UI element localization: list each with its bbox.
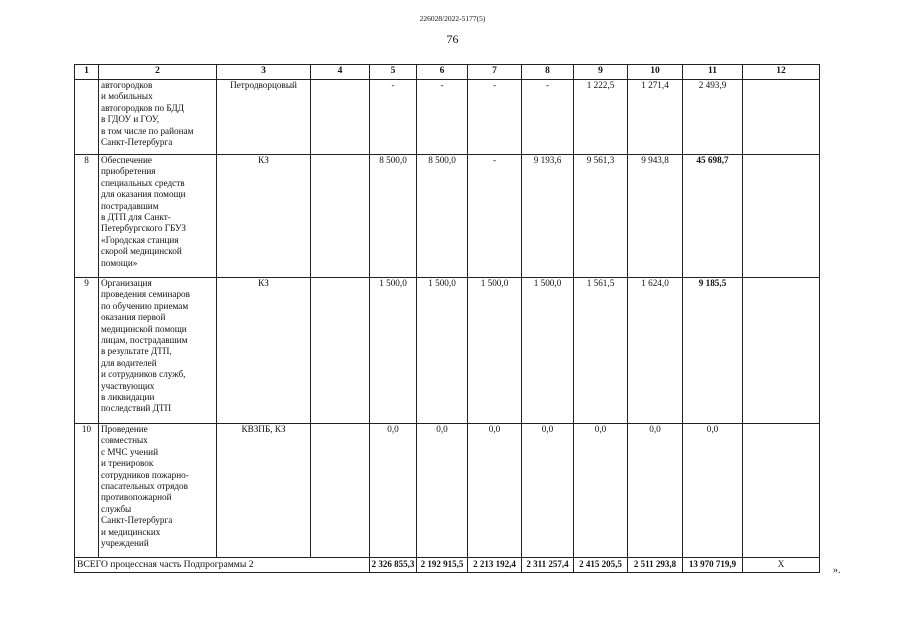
- total-row: [75, 558, 820, 573]
- measure-name: Обеспечение приобретения специальных средств для оказания помощи пострадавшим в ДТП для Санкт- Петербургского ГБУЗ «Городская станция скорой медицинской помощи»: [99, 155, 217, 278]
- header-cell: 1: [75, 65, 99, 80]
- header-cell: 4: [311, 65, 370, 80]
- page-number: 76: [446, 32, 459, 46]
- value-2020: 1 500,0: [370, 278, 417, 424]
- header-cell: 12: [743, 65, 820, 80]
- value-2022: 1 500,0: [468, 278, 522, 424]
- value-2021: 0,0: [417, 424, 468, 558]
- value-total: 2 493,9: [683, 80, 743, 155]
- executor: КВЗПБ, КЗ: [217, 424, 311, 558]
- value-total: 45 698,7: [683, 155, 743, 278]
- value-2023: 9 193,6: [522, 155, 574, 278]
- table-row: [75, 155, 820, 278]
- column-4-cell: [311, 278, 370, 424]
- measure-name: Проведение совместных с МЧС учений и тренировок сотрудников пожарно- спасательных отрядов противопожарной службы Санкт-Петербурга и медицинских учреждений: [99, 424, 217, 558]
- total-2025: 2 511 293,8: [628, 558, 683, 573]
- document-id: 226028/2022-5177(5): [419, 14, 486, 23]
- table-row: [75, 80, 820, 155]
- value-2024: 1 222,5: [574, 80, 628, 155]
- value-2024: 1 561,5: [574, 278, 628, 424]
- total-2021: 2 192 915,5: [417, 558, 468, 573]
- column-12-cell: [743, 80, 820, 155]
- total-2022: 2 213 192,4: [468, 558, 522, 573]
- value-2023: 0,0: [522, 424, 574, 558]
- program-table: [74, 64, 820, 573]
- value-2021: -: [417, 80, 468, 155]
- column-4-cell: [311, 80, 370, 155]
- value-2020: -: [370, 80, 417, 155]
- header-cell: 9: [574, 65, 628, 80]
- measure-name: Организация проведения семинаров по обучению приемам оказания первой медицинской помощи лицам, пострадавшим в результате ДТП, для водителей и сотрудников служб, участвующих в ликвидации последствий ДТП: [99, 278, 217, 424]
- total-2024: 2 415 205,5: [574, 558, 628, 573]
- total-sum: 13 970 719,9: [683, 558, 743, 573]
- value-total: 9 185,5: [683, 278, 743, 424]
- value-2025: 1 624,0: [628, 278, 683, 424]
- header-cell: 3: [217, 65, 311, 80]
- total-col12: Х: [743, 558, 820, 573]
- executor: КЗ: [217, 155, 311, 278]
- column-4-cell: [311, 155, 370, 278]
- table-row: [75, 424, 820, 558]
- header-cell: 2: [99, 65, 217, 80]
- header-cell: 5: [370, 65, 417, 80]
- value-2025: 1 271,4: [628, 80, 683, 155]
- closing-quote: ».: [833, 565, 841, 576]
- value-2023: 1 500,0: [522, 278, 574, 424]
- total-2023: 2 311 257,4: [522, 558, 574, 573]
- header-cell: 10: [628, 65, 683, 80]
- value-2025: 0,0: [628, 424, 683, 558]
- row-number: [75, 80, 99, 155]
- value-2020: 8 500,0: [370, 155, 417, 278]
- value-2020: 0,0: [370, 424, 417, 558]
- column-4-cell: [311, 424, 370, 558]
- total-2020: 2 326 855,3: [370, 558, 417, 573]
- header-cell: 8: [522, 65, 574, 80]
- value-2022: -: [468, 155, 522, 278]
- executor: Петродворцовый: [217, 80, 311, 155]
- row-number: 9: [75, 278, 99, 424]
- header-cell: 11: [683, 65, 743, 80]
- header-cell: 7: [468, 65, 522, 80]
- table-row: [75, 278, 820, 424]
- value-2024: 0,0: [574, 424, 628, 558]
- row-number: 10: [75, 424, 99, 558]
- value-2021: 1 500,0: [417, 278, 468, 424]
- header-cell: 6: [417, 65, 468, 80]
- value-2023: -: [522, 80, 574, 155]
- column-12-cell: [743, 155, 820, 278]
- value-2022: -: [468, 80, 522, 155]
- value-total: 0,0: [683, 424, 743, 558]
- value-2021: 8 500,0: [417, 155, 468, 278]
- column-12-cell: [743, 278, 820, 424]
- row-number: 8: [75, 155, 99, 278]
- value-2025: 9 943,8: [628, 155, 683, 278]
- value-2024: 9 561,3: [574, 155, 628, 278]
- value-2022: 0,0: [468, 424, 522, 558]
- column-12-cell: [743, 424, 820, 558]
- column-number-header: [75, 65, 820, 80]
- executor: КЗ: [217, 278, 311, 424]
- measure-name: автогородков и мобильных автогородков по БДД в ГДОУ и ГОУ, в том числе по районам Санкт-Петербурга: [99, 80, 217, 155]
- total-label: ВСЕГО процессная часть Подпрограммы 2: [75, 558, 370, 573]
